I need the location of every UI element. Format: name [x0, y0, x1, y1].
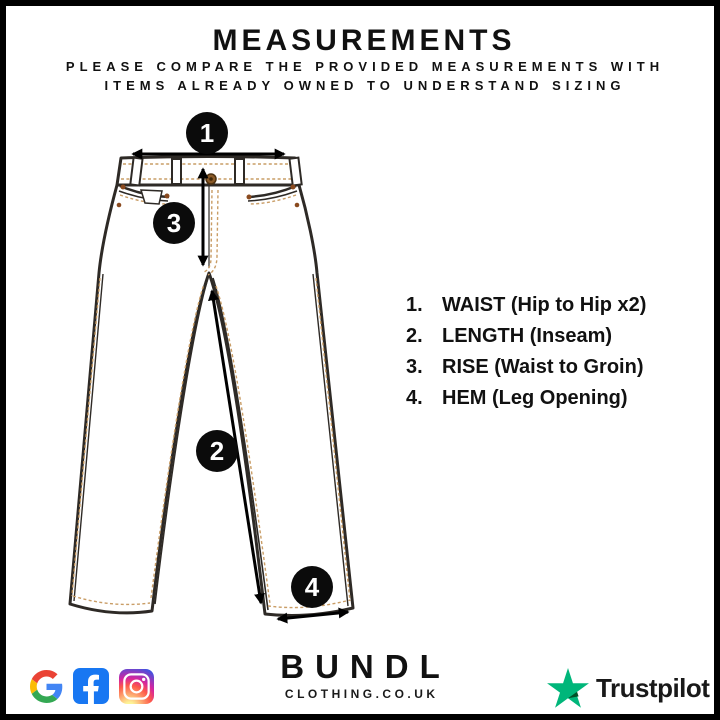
marker-4-hem [291, 566, 333, 608]
marker-3-rise [153, 202, 195, 244]
subtitle-line-2: ITEMS ALREADY OWNED TO UNDERSTAND SIZING [104, 78, 626, 93]
legend-item-hem [406, 383, 646, 414]
trustpilot-logo [547, 668, 709, 708]
trustpilot-wordmark: Trustpilot [596, 672, 710, 703]
trustpilot-star-icon [547, 668, 589, 708]
legend-number: 4. [406, 387, 423, 409]
legend-number: 1. [406, 294, 423, 316]
legend-item-length [406, 321, 646, 352]
legend-number: 2. [406, 325, 423, 347]
subtitle-line-1: PLEASE COMPARE THE PROVIDED MEASUREMENTS WITH [65, 59, 665, 74]
brand-domain: CLOTHING.CO.UK [284, 687, 439, 701]
legend-item-rise [406, 352, 646, 383]
legend-label: HEM (Leg Opening) [442, 387, 628, 409]
marker-1-number: 1 [199, 117, 215, 148]
marker-4-number: 4 [304, 571, 320, 602]
legend-label: RISE (Waist to Groin) [442, 356, 644, 378]
legend-label: LENGTH (Inseam) [442, 325, 613, 347]
legend-label: WAIST (Hip to Hip x2) [442, 294, 647, 316]
measurement-legend [406, 290, 646, 414]
legend-number: 3. [406, 356, 423, 378]
legend-item-waist [406, 290, 646, 321]
marker-3-number: 3 [166, 207, 182, 238]
page-title: MEASUREMENTS [212, 24, 516, 57]
brand-name: BUNDL [280, 648, 451, 685]
marker-2-length [196, 430, 238, 472]
marker-1-waist [186, 112, 228, 154]
marker-2-number: 2 [209, 435, 225, 466]
